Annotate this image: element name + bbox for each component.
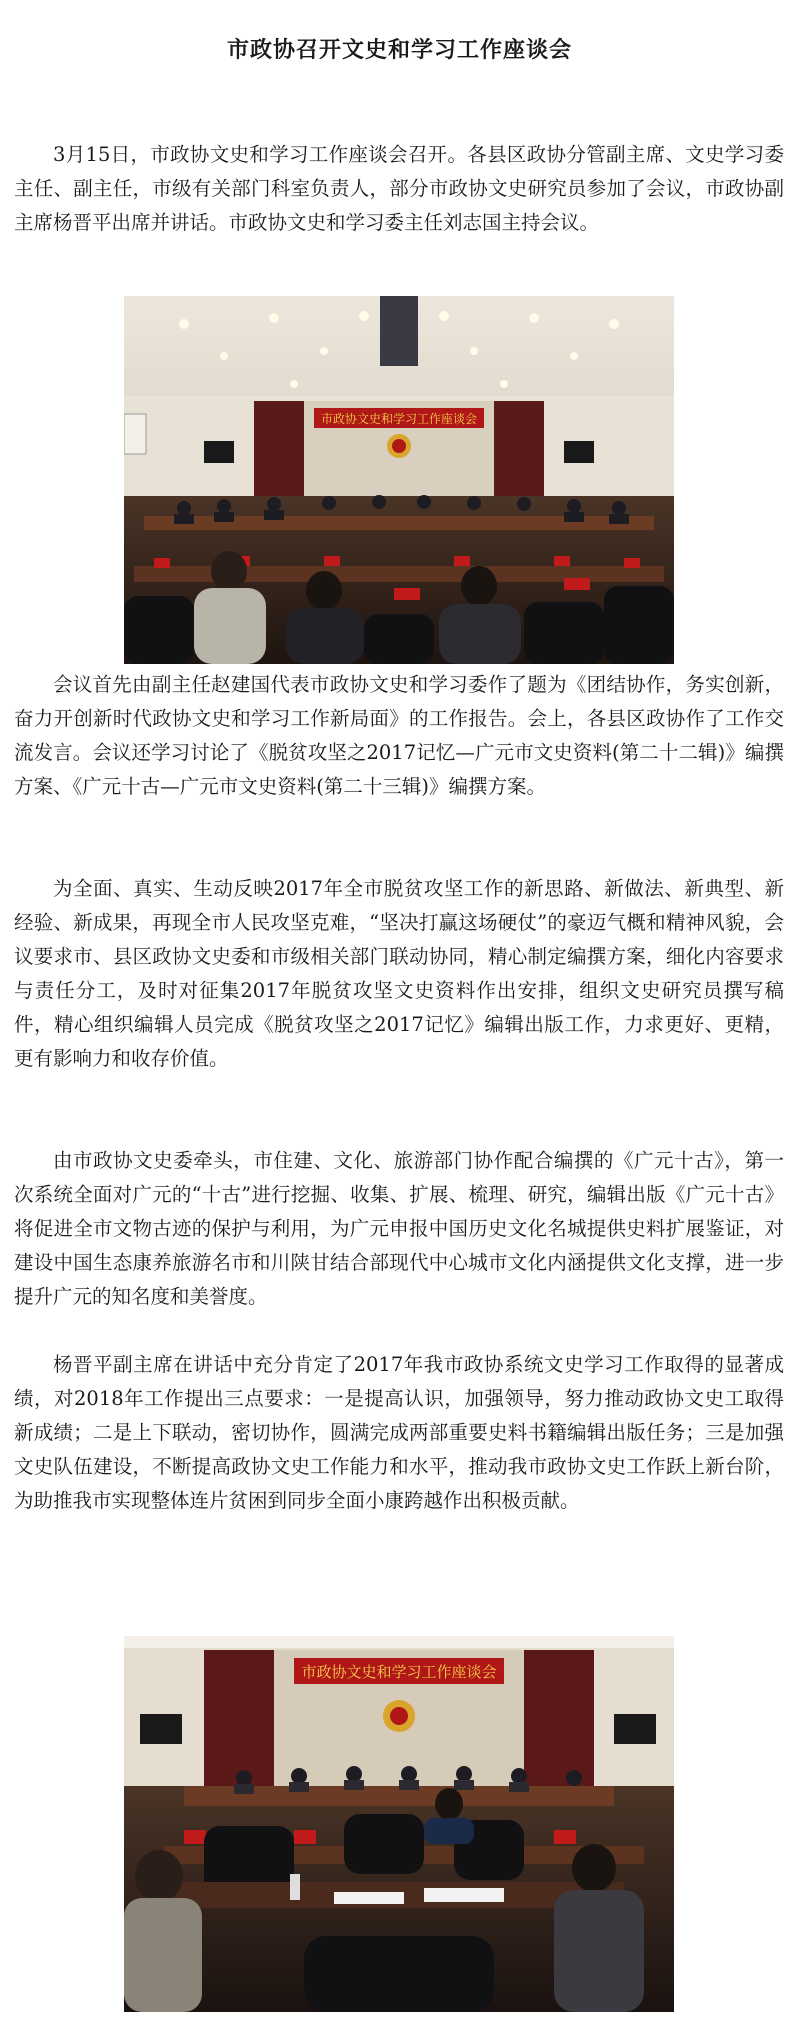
banner-text: 市政协文史和学习工作座谈会 <box>320 412 478 426</box>
meeting-photo-1 <box>124 296 674 664</box>
meeting-room-closeup-illustration <box>124 1636 674 2012</box>
meeting-photo-2 <box>124 1636 674 2012</box>
paragraph-3: 为全面、真实、生动反映2017年全市脱贫攻坚工作的新思路、新做法、新典型、新经验、新成果，再现全市人民攻坚克难，“坚决打赢这场硬仗”的豪迈气概和精神风貌，会议要求市、县区政协文史委和市级相关部门联动协同，精心制定编撰方案，细化内容要求与责任分工，及时对征集2017年脱贫攻坚文史资料作出安排，组织文史研究员撰写稿件，精心组织编辑人员完成《脱贫攻坚之2017记忆》编辑出版工作，力求更好、更精，更有影响力和收存价值。 <box>14 877 784 1070</box>
meeting-room-illustration <box>124 296 674 664</box>
paragraph-5: 杨晋平副主席在讲话中充分肯定了2017年我市政协系统文史学习工作取得的显著成绩，对2018年工作提出三点要求：一是提高认识，加强领导，努力推动政协文史工取得新成绩；二是上下联动，密切协作，圆满完成两部重要史料书籍编辑出版任务；三是加强文史队伍建设，不断提高政协文史工作能力和水平，推动我市政协文史工作跃上新台阶，为助推我市实现整体连片贫困到同步全面小康跨越作出积极贡献。 <box>14 1353 784 1512</box>
paragraph-2: 会议首先由副主任赵建国代表市政协文史和学习委作了题为《团结协作，务实创新，奋力开创新时代政协文史和学习工作新局面》的工作报告。会上，各县区政协作了工作交流发言。会议还学习讨论了《脱贫攻坚之2017记忆—广元市文史资料(第二十二辑)》编撰方案、《广元十古—广元市文史资料(第二十三辑)》编撰方案。 <box>14 673 784 798</box>
paragraph-1: 3月15日，市政协文史和学习工作座谈会召开。各县区政协分管副主席、文史学习委主任、副主任，市级有关部门科室负责人，部分市政协文史研究员参加了会议，市政协副主席杨晋平出席并讲话。市政协文史和学习委主任刘志国主持会议。 <box>14 143 784 234</box>
article-title: 市政协召开文史和学习工作座谈会 <box>226 36 572 63</box>
banner-text-2: 市政协文史和学习工作座谈会 <box>301 1663 497 1681</box>
paragraph-4: 由市政协文史委牵头，市住建、文化、旅游部门协作配合编撰的《广元十古》，第一次系统全面对广元的“十古”进行挖掘、收集、扩展、梳理、研究，编辑出版《广元十古》将促进全市文物古迹的保护与利用，为广元申报中国历史文化名城提供史料扩展鉴证，对建设中国生态康养旅游名市和川陕甘结合部现代中心城市文化内涵提供文化支撑，进一步提升广元的知名度和美誉度。 <box>14 1149 784 1308</box>
